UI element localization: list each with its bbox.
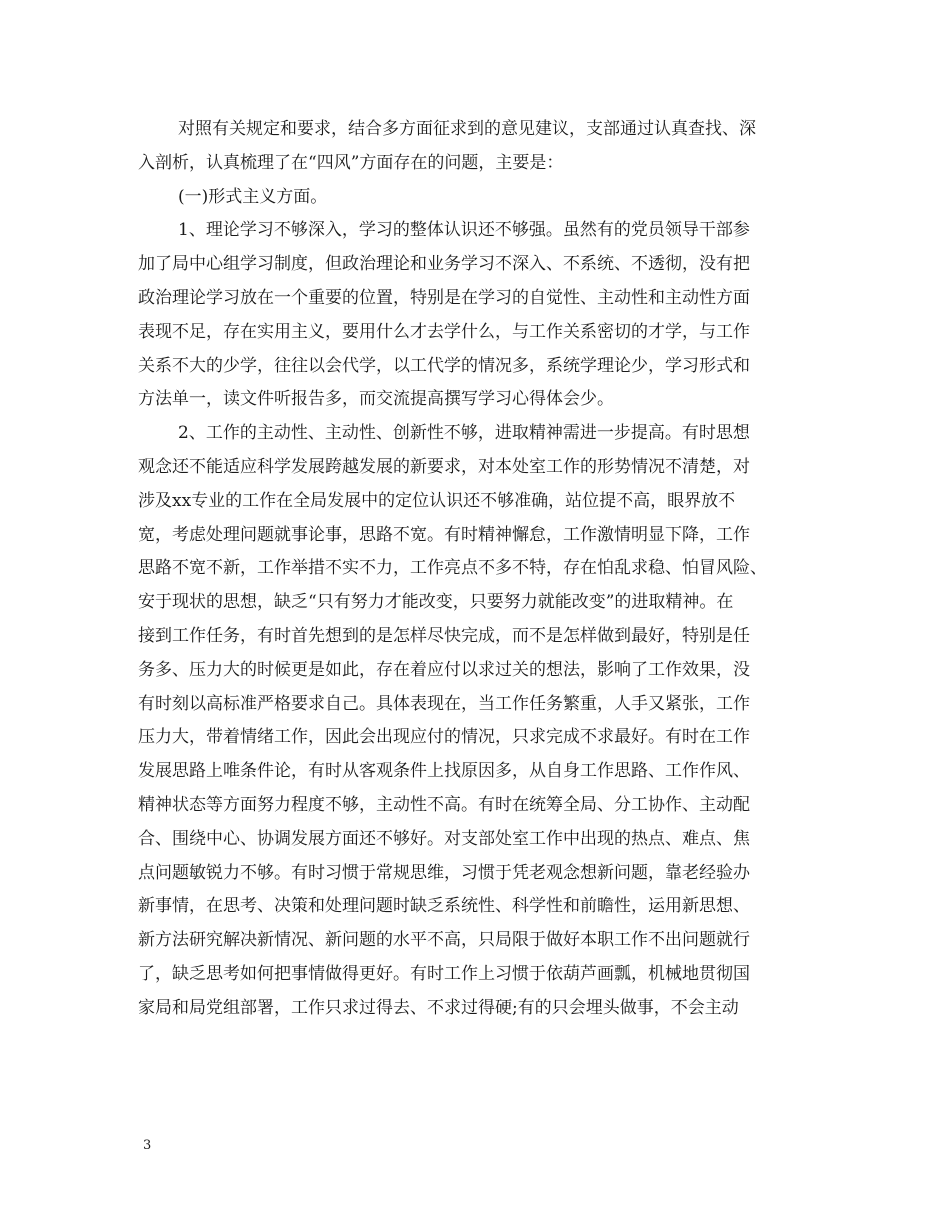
- text-line: 关系不大的少学，往往以会代学，以工代学的情况多，系统学理论少，学习形式和: [138, 355, 750, 376]
- text-line: 思路不宽不新，工作举措不实不力，工作亮点不多不特，存在怕乱求稳、怕冒风险、: [138, 558, 767, 579]
- text-line: 1、理论学习不够深入，学习的整体认识还不够强。虽然有的党员领导干部参: [178, 220, 750, 241]
- text-line: 方法单一，读文件听报告多，而交流提高撰写学习心得体会少。: [138, 389, 614, 410]
- text-line: 点问题敏锐力不够。有时习惯于常规思维，习惯于凭老观念想新问题，靠老经验办: [138, 862, 750, 883]
- text-line: (一)形式主义方面。: [178, 186, 328, 207]
- text-line: 安于现状的思想，缺乏“只有努力才能改变，只要努力就能改变”的进取精神。在: [138, 592, 734, 613]
- body-text: [138, 113, 828, 1026]
- text-line: 合、围绕中心、协调发展方面还不够好。对支部处室工作中出现的热点、难点、焦: [138, 828, 750, 849]
- text-line: 精神状态等方面努力程度不够，主动性不高。有时在统筹全局、分工协作、主动配: [138, 794, 750, 815]
- text-line: 入剖析，认真梳理了在“四风”方面存在的问题，主要是：: [138, 152, 564, 173]
- text-line: 宽，考虑处理问题就事论事，思路不宽。有时精神懈怠，工作激情明显下降，工作: [138, 524, 750, 545]
- text-line: 涉及xx专业的工作在全局发展中的定位认识还不够准确，站位提不高，眼界放不: [138, 490, 736, 511]
- text-line: 有时刻以高标准严格要求自己。具体表现在，当工作任务繁重，人手又紧张，工作: [138, 693, 750, 714]
- text-line: 了，缺乏思考如何把事情做得更好。有时工作上习惯于依葫芦画瓢，机械地贯彻国: [138, 963, 750, 984]
- text-line: 表现不足，存在实用主义，要用什么才去学什么，与工作关系密切的才学，与工作: [138, 321, 750, 342]
- text-line: 加了局中心组学习制度，但政治理论和业务学习不深入、不系统、不透彻，没有把: [138, 254, 750, 275]
- text-line: 观念还不能适应科学发展跨越发展的新要求，对本处室工作的形势情况不清楚，对: [138, 456, 750, 477]
- text-line: 2、工作的主动性、主动性、创新性不够，进取精神需进一步提高。有时思想: [178, 423, 750, 444]
- text-line: 政治理论学习放在一个重要的位置，特别是在学习的自觉性、主动性和主动性方面: [138, 287, 750, 308]
- page-number: 3: [143, 1138, 152, 1153]
- text-line: 压力大，带着情绪工作，因此会出现应付的情况，只求完成不求最好。有时在工作: [138, 727, 750, 748]
- text-line: 新方法研究解决新情况、新问题的水平不高，只局限于做好本职工作不出问题就行: [138, 930, 750, 951]
- text-line: 家局和局党组部署，工作只求过得去、不求过得硬;有的只会埋头做事，不会主动: [138, 997, 739, 1018]
- text-line: 发展思路上唯条件论，有时从客观条件上找原因多，从自身工作思路、工作作风、: [138, 761, 750, 782]
- text-line: 对照有关规定和要求，结合多方面征求到的意见建议，支部通过认真查找、深: [178, 119, 756, 139]
- text-line: 新事情，在思考、决策和处理问题时缺乏系统性、科学性和前瞻性，运用新思想、: [138, 896, 750, 917]
- text-line: 接到工作任务，有时首先想到的是怎样尽快完成，而不是怎样做到最好，特别是任: [138, 625, 750, 646]
- text-line: 务多、压力大的时候更是如此，存在着应付以求过关的想法，影响了工作效果，没: [138, 659, 750, 680]
